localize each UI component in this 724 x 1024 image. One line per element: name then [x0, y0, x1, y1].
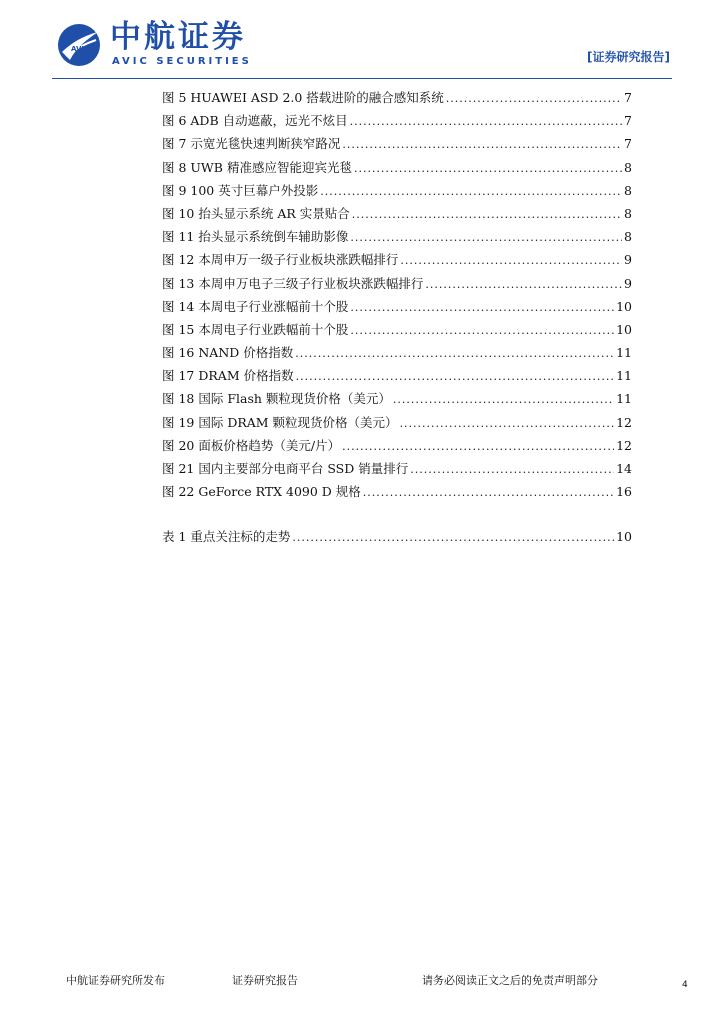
- toc-entry-label: 图 9 100 英寸巨幕户外投影: [162, 182, 319, 198]
- toc-leader-dots: [446, 87, 622, 110]
- toc-entry-page: 8: [624, 159, 632, 175]
- page-number: 4: [682, 980, 688, 990]
- toc-entry-label: 图 20 面板价格趋势（美元/片）: [162, 437, 341, 453]
- toc-entry-page: 11: [616, 391, 632, 407]
- toc-entry-label: 图 22 GeForce RTX 4090 D 规格: [162, 484, 361, 500]
- toc-leader-dots: [350, 296, 614, 319]
- footer-publisher: 中航证券研究所发布: [66, 974, 165, 987]
- toc-entry-page: 10: [616, 529, 632, 545]
- toc-table-entry[interactable]: [162, 525, 632, 548]
- toc-entry-label: 图 15 本周电子行业跌幅前十个股: [162, 321, 349, 337]
- toc-entry-label: 图 13 本周申万电子三级子行业板块涨跌幅排行: [162, 275, 424, 291]
- toc-entry-label: 图 17 DRAM 价格指数: [162, 368, 294, 384]
- toc-figure-entry[interactable]: [162, 457, 632, 480]
- toc-entry-page: 9: [624, 252, 632, 268]
- toc-leader-dots: [363, 481, 614, 504]
- toc-figure-entry[interactable]: [162, 225, 632, 248]
- toc-figure-entry[interactable]: [162, 295, 632, 318]
- toc-figure-entry[interactable]: [162, 179, 632, 202]
- footer-disclaimer: 请务必阅读正文之后的免责声明部分: [422, 974, 598, 987]
- toc-figure-entry[interactable]: [162, 480, 632, 503]
- footer-report-type: 证券研究报告: [232, 974, 298, 987]
- company-logo-english: AVIC SECURITIES: [112, 56, 252, 67]
- toc-figure-entry[interactable]: [162, 109, 632, 132]
- toc-entry-label: 图 14 本周电子行业涨幅前十个股: [162, 298, 349, 314]
- toc-leader-dots: [296, 365, 615, 388]
- report-type-tag: [证券研究报告]: [587, 50, 670, 64]
- toc-entry-page: 14: [616, 461, 632, 476]
- toc-entry-label: 图 11 抬头显示系统倒车辅助影像: [162, 229, 349, 245]
- toc-leader-dots: [425, 273, 622, 296]
- toc-entry-page: 7: [624, 113, 632, 129]
- toc-entry-page: 11: [616, 368, 632, 384]
- toc-leader-dots: [400, 412, 615, 435]
- toc-leader-dots: [295, 342, 614, 365]
- toc-entry-label: 图 10 抬头显示系统 AR 实景贴合: [162, 205, 350, 221]
- toc-leader-dots: [342, 133, 622, 156]
- toc-figure-entry[interactable]: [162, 411, 632, 434]
- toc-leader-dots: [410, 458, 614, 481]
- toc-leader-dots: [350, 319, 614, 342]
- table-list: [162, 525, 632, 548]
- toc-leader-dots: [352, 203, 622, 226]
- toc-figure-entry[interactable]: [162, 156, 632, 179]
- toc-leader-dots: [292, 526, 614, 549]
- toc-figure-entry[interactable]: [162, 86, 632, 109]
- toc-entry-label: 图 7 示宽光毯快速判断狭窄路况: [162, 136, 341, 152]
- toc-entry-label: 图 12 本周申万一级子行业板块涨跌幅排行: [162, 252, 399, 268]
- toc-entry-label: 图 18 国际 Flash 颗粒现货价格（美元）: [162, 391, 391, 407]
- toc-leader-dots: [354, 157, 622, 180]
- header-divider: [52, 78, 672, 79]
- toc-entry-page: 8: [624, 182, 632, 198]
- logo-emblem-text: AVIC: [71, 45, 90, 53]
- toc-entry-page: 9: [624, 275, 632, 291]
- toc-figure-entry[interactable]: [162, 387, 632, 410]
- toc-entry-page: 10: [616, 298, 632, 314]
- toc-entry-label: 图 5 HUAWEI ASD 2.0 搭载进阶的融合感知系统: [162, 90, 444, 105]
- toc-entry-label: 图 16 NAND 价格指数: [162, 345, 294, 361]
- toc-entry-page: 7: [624, 136, 632, 152]
- toc-leader-dots: [350, 110, 622, 133]
- toc-figure-entry[interactable]: [162, 132, 632, 155]
- toc-figure-entry[interactable]: [162, 434, 632, 457]
- toc-figure-entry[interactable]: [162, 341, 632, 364]
- page-header: [0, 0, 724, 82]
- toc-entry-page: 12: [616, 414, 632, 430]
- toc-entry-page: 10: [616, 321, 632, 337]
- toc-entry-page: 8: [624, 229, 632, 245]
- toc-leader-dots: [393, 388, 614, 411]
- page-footer: [0, 970, 724, 994]
- toc-entry-label: 表 1 重点关注标的走势: [162, 529, 291, 545]
- toc-figure-entry[interactable]: [162, 318, 632, 341]
- toc-figure-entry[interactable]: [162, 364, 632, 387]
- toc-entry-label: 图 8 UWB 精准感应智能迎宾光毯: [162, 159, 352, 175]
- toc-entry-page: 11: [616, 345, 632, 361]
- toc-leader-dots: [350, 226, 622, 249]
- toc-entry-page: 8: [624, 205, 632, 221]
- avic-logo-icon: [56, 22, 102, 68]
- toc-entry-label: 图 6 ADB 自动遮蔽，远光不炫目: [162, 113, 348, 129]
- toc-figure-entry[interactable]: [162, 272, 632, 295]
- toc-entry-label: 图 19 国际 DRAM 颗粒现货价格（美元）: [162, 414, 398, 430]
- company-logo-chinese: 中航证券: [110, 19, 246, 55]
- toc-figure-entry[interactable]: [162, 202, 632, 225]
- toc-leader-dots: [320, 180, 622, 203]
- toc-entry-label: 图 21 国内主要部分电商平台 SSD 销量排行: [162, 461, 409, 476]
- table-of-contents: [162, 86, 632, 549]
- toc-leader-dots: [400, 249, 622, 272]
- toc-entry-page: 12: [616, 437, 632, 453]
- toc-leader-dots: [342, 435, 614, 458]
- toc-entry-page: 16: [616, 484, 632, 500]
- list-spacer: [162, 503, 632, 525]
- toc-entry-page: 7: [624, 90, 632, 105]
- toc-figure-entry[interactable]: [162, 248, 632, 271]
- figure-list: [162, 86, 632, 503]
